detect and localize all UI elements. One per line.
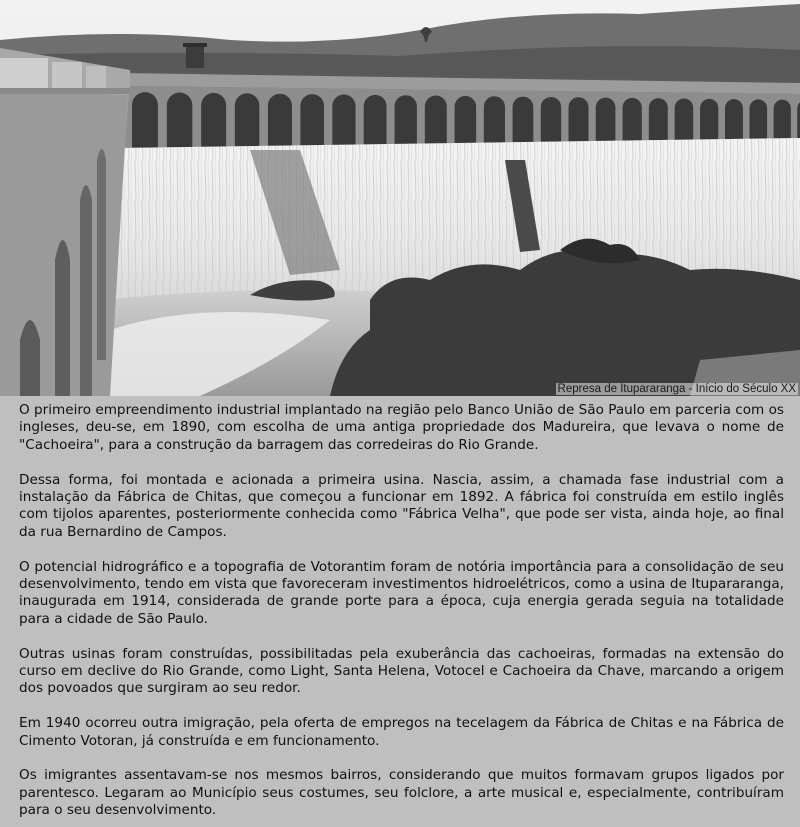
dam-arch xyxy=(364,95,387,145)
dam-arch xyxy=(569,97,589,142)
dam-arch xyxy=(513,97,534,144)
dam-arch xyxy=(395,95,417,145)
paragraph: O potencial hidrográfico e a topografia de Votorantim foram de notória importância para a consolidação de seu desenvolvimento, tendo em vista que favoreceram investimentos hidroelétricos, como a usina de Itupararanga, inaugurada em 1914, considerada de grande porte para a época, cuja energia gerada seguia na totalidade para a cidade de São Paulo. xyxy=(19,558,784,627)
article-body xyxy=(0,396,800,820)
photo-caption: Represa de Itupararanga - Início do Século XX xyxy=(557,383,796,395)
paragraph: Em 1940 ocorreu outra imigração, pela oferta de empregos na tecelagem da Fábrica de Chitas e na Fábrica de Cimento Votoran, já construída e em funcionamento. xyxy=(19,715,784,749)
dam-arch xyxy=(268,94,292,147)
dam-arch xyxy=(235,93,260,146)
dam-arch xyxy=(675,99,694,142)
dam-illustration xyxy=(0,0,800,396)
dam-arch xyxy=(725,99,743,141)
dam-arch xyxy=(201,93,226,147)
dam-arch xyxy=(455,96,477,144)
dam-arch xyxy=(332,94,355,145)
paragraph: Os imigrantes assentavam-se nos mesmos bairros, considerando que muitos formavam grupos ligados por parentesco. Legaram ao Município seus costumes, seu folclore, a arte musical e, especialmente, contribuíram para o seu desenvolvimento. xyxy=(19,767,784,819)
paragraph: O primeiro empreendimento industrial implantado na região pelo Banco União de São Paulo em parceria com os ingleses, deu-se, em 1890, com escolha de uma antiga propriedade dos Madureira, que levava o nome de "Cachoeira", para a construção da barragem das corredeiras do Rio Grande. xyxy=(19,402,784,453)
dam-arch xyxy=(700,99,718,141)
dam-arch xyxy=(649,98,668,142)
dam-arch xyxy=(167,92,192,147)
paragraph: Outras usinas foram construídas, possibilitadas pela exuberância das cachoeiras, formadas na extensão do curso em declive do Rio Grande, como Light, Santa Helena, Votocel e Cachoeira da Chave, marcando a origem dos povoados que surgiram ao seu redor. xyxy=(19,645,784,697)
dam-arch xyxy=(541,97,561,143)
dam-photo xyxy=(0,0,800,396)
dam-arch xyxy=(132,92,158,148)
dam-arch xyxy=(596,98,616,143)
dam-arch xyxy=(774,100,791,141)
dam-arch xyxy=(425,96,447,145)
paragraph: Dessa forma, foi montada e acionada a primeira usina. Nascia, assim, a chamada fase industrial com a instalação da Fábrica de Chitas, que começou a funcionar em 1892. A fábrica foi construída em estilo inglês com tijolos aparentes, posteriormente conhecida como "Fábrica Velha", que pode ser vista, ainda hoje, ao final da rua Bernardino de Campos. xyxy=(19,471,784,540)
dam-arch xyxy=(750,99,768,140)
dam-arch xyxy=(300,94,324,146)
dam-arch xyxy=(484,96,505,143)
dam-arch xyxy=(623,98,642,142)
